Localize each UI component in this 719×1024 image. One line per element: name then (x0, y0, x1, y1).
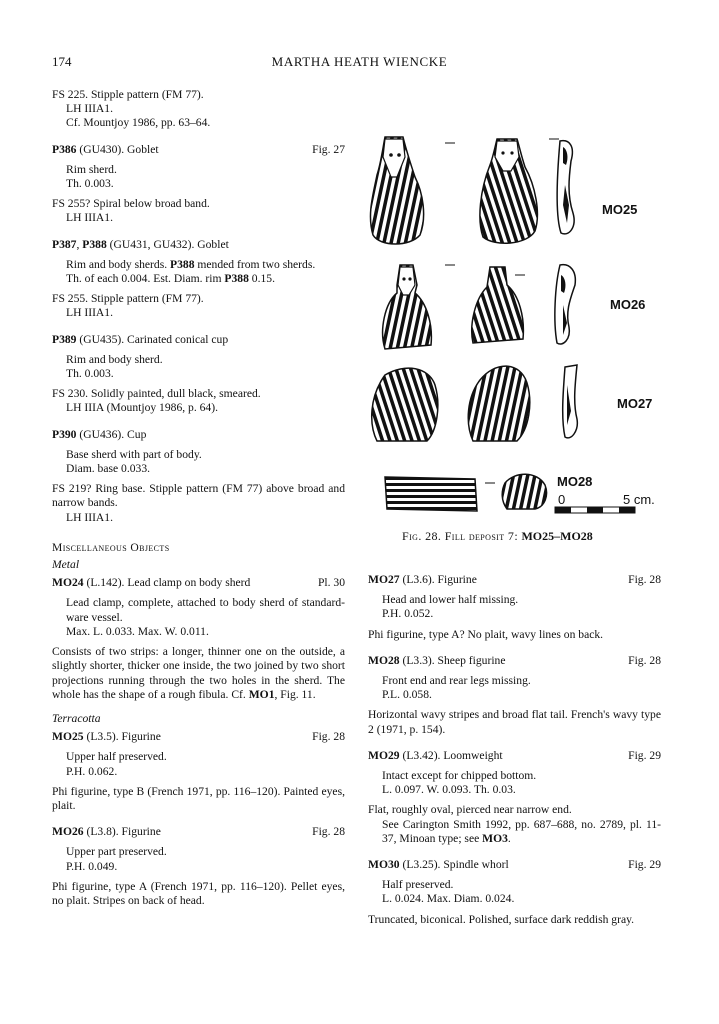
entry-dimensions: Max. L. 0.033. Max. W. 0.011. (66, 624, 209, 638)
text-run: Rim and body sherds. (66, 257, 171, 271)
text-run: mended from two sherds. (194, 257, 316, 271)
cf-line: Cf. Mountjoy 1986, pp. 63–64. (66, 116, 211, 130)
catalog-number: P388 (224, 272, 249, 286)
catalog-number: P387 (52, 237, 77, 251)
entry-heading: (GU430). Goblet (76, 142, 159, 156)
entry-line: L. 0.024. Max. Diam. 0.024. (382, 892, 515, 906)
subsection-heading: Metal (52, 558, 80, 572)
entry-heading: (GU435). Carinated conical cup (76, 332, 229, 346)
figurine-drawings (355, 135, 675, 525)
scale-end-label: 5 cm. (623, 492, 655, 507)
catalog-number: MO3 (482, 831, 508, 845)
lh-line: LH IIIA1. (66, 510, 114, 524)
catalog-number: P386 (52, 142, 77, 156)
caption-text: Fig. 28. Fill deposit 7: (402, 529, 522, 543)
caption-range: MO25–MO28 (521, 529, 593, 543)
mo28-drawing (385, 474, 547, 511)
entry-line: Base sherd with part of body. (66, 447, 202, 461)
entry-line: Rim sherd. (66, 162, 117, 176)
page-header (52, 55, 667, 73)
figure-reference: Fig. 28 (312, 825, 345, 839)
entry-line (52, 272, 345, 286)
lh-line: LH IIIA1. (66, 306, 114, 320)
text-run: . (507, 831, 511, 845)
entry-line: Front end and rear legs missing. (382, 674, 531, 688)
text-run: , Fig. 11. (274, 687, 316, 701)
figure-label: MO28 (557, 474, 593, 489)
left-column (52, 88, 345, 908)
entry-heading: (L3.5). Figurine (83, 730, 161, 744)
catalog-number: MO26 (52, 825, 84, 839)
mo27-drawing (372, 365, 578, 441)
entry-line: Half preserved. (382, 878, 454, 892)
entry-see-also (368, 818, 661, 846)
fs-line: FS 230. Solidly painted, dull black, smeared. (52, 387, 261, 401)
entry-line: Head and lower half missing. (382, 593, 519, 607)
separator: , (76, 237, 83, 251)
lh-line: LH IIIA1. (66, 102, 114, 116)
catalog-number: MO28 (368, 653, 400, 667)
figure-reference: Fig. 28 (628, 573, 661, 586)
entry-line: Rim and body sherd. (66, 352, 163, 366)
page-number: 174 (52, 54, 72, 69)
figure-reference: Fig. 28 (628, 653, 661, 667)
section-heading: Miscellaneous Objects (52, 540, 170, 554)
catalog-number: MO1 (248, 687, 275, 701)
catalog-number: P388 (82, 237, 107, 251)
entry-paragraph: Flat, roughly oval, pierced near narrow end. (368, 803, 572, 817)
fs-line: FS 255. Stipple pattern (FM 77). (52, 292, 204, 306)
entry-mo28 (368, 654, 661, 737)
running-head: MARTHA HEATH WIENCKE (271, 54, 448, 69)
catalog-number: P388 (170, 257, 195, 271)
fs-line: FS 219? Ring base. Stipple pattern (FM 77) above broad and narrow bands. (52, 482, 345, 510)
entry-line: Th. 0.003. (66, 177, 114, 191)
figure-label: MO25 (602, 202, 638, 217)
entry-line: P.H. 0.049. (66, 859, 118, 873)
text-run: Th. of each 0.004. Est. Diam. rim (66, 272, 225, 286)
text-run: Consists of two strips: a longer, thinner one on the outside, a slightly shorter, thicker one inside, the two joined by two short projections running through the two holes in the sherd. The whole has the shape of a rough fibula. Cf. (52, 645, 345, 701)
entry-heading: (GU431, GU432). Goblet (106, 237, 229, 251)
text-run: See Carington Smith 1992, pp. 687–688, no. 2789, pl. 11-37, Minoan type; see (382, 817, 661, 845)
entry-heading: (L3.6). Figurine (399, 573, 477, 586)
entry-mo25 (52, 730, 345, 813)
entry-mo24 (52, 576, 345, 702)
entry-mo26 (52, 825, 345, 908)
entry-paragraph: Horizontal wavy stripes and broad flat tail. French's wavy type 2 (1971, p. 154). (368, 708, 661, 736)
right-column (368, 573, 661, 927)
catalog-number: MO27 (368, 573, 400, 586)
entry-line: P.L. 0.058. (382, 688, 432, 702)
subsection-heading: Terracotta (52, 711, 101, 725)
scale-bar (555, 507, 635, 513)
figure-reference: Fig. 29 (628, 858, 661, 872)
entry-line: L. 0.097. W. 0.093. Th. 0.03. (382, 783, 516, 797)
catalog-number: P390 (52, 427, 77, 441)
lh-line: LH IIIA1. (66, 211, 114, 225)
entry-line: P.H. 0.052. (382, 607, 434, 621)
figure-28 (355, 135, 675, 525)
entry-mo27 (368, 573, 661, 642)
entry-heading: (L3.42). Loomweight (399, 748, 503, 762)
entry-line (52, 258, 345, 272)
entry-heading: (L3.8). Figurine (83, 825, 161, 839)
text-run: 0.15. (248, 272, 275, 286)
figure-reference: Fig. 27 (312, 142, 345, 156)
entry-paragraph (52, 645, 345, 702)
entry-paragraph: Phi figurine, type A? No plait, wavy lines on back. (368, 627, 604, 641)
fs-line: FS 255? Spiral below broad band. (52, 197, 210, 211)
entry-paragraph: Truncated, biconical. Polished, surface dark reddish gray. (368, 912, 635, 926)
entry-mo30 (368, 858, 661, 927)
plate-reference: Pl. 30 (317, 576, 345, 590)
catalog-number: MO25 (52, 730, 84, 744)
entry-paragraph: Phi figurine, type B (French 1971, pp. 116–120). Painted eyes, plait. (52, 784, 345, 812)
entry-line: P.H. 0.062. (66, 764, 118, 778)
catalog-number: P389 (52, 332, 77, 346)
figure-reference: Fig. 28 (312, 730, 345, 744)
scale-start-label: 0 (558, 492, 566, 507)
entry-heading: (L.142). Lead clamp on body sherd (83, 576, 251, 590)
catalog-number: MO24 (52, 576, 84, 590)
mo25-drawing (370, 137, 574, 244)
entry-p390 (52, 428, 345, 525)
figure-reference: Fig. 29 (628, 748, 661, 762)
entry-p387 (52, 238, 345, 321)
entry-line: Diam. base 0.033. (66, 462, 151, 476)
entry-heading: (L3.3). Sheep figurine (399, 653, 506, 667)
entry-p389 (52, 333, 345, 416)
figure-label: MO26 (610, 297, 646, 312)
entry-line: Intact except for chipped bottom. (382, 769, 537, 783)
entry-p386 (52, 143, 345, 226)
figure-caption (402, 529, 593, 543)
entry-heading: (L3.25). Spindle whorl (399, 858, 509, 872)
entry-mo29 (368, 749, 661, 846)
entry-line: Upper part preserved. (66, 845, 167, 859)
entry-paragraph: Phi figurine, type A (French 1971, pp. 116–120). Pellet eyes, no plait. Stripes on back of head. (52, 879, 345, 907)
catalog-number: MO30 (368, 858, 400, 872)
lh-line: LH IIIA (Mountjoy 1986, p. 64). (66, 401, 218, 415)
figure-label: MO27 (617, 396, 653, 411)
entry-line: Upper half preserved. (66, 750, 167, 764)
entry-description: Lead clamp, complete, attached to body sherd of standard-ware vessel. (66, 596, 345, 624)
entry-heading: (GU436). Cup (76, 427, 147, 441)
fs-line: FS 225. Stipple pattern (FM 77). (52, 88, 204, 101)
catalog-number: MO29 (368, 748, 400, 762)
entry-line: Th. 0.003. (66, 367, 114, 381)
mo26-drawing (383, 265, 576, 349)
